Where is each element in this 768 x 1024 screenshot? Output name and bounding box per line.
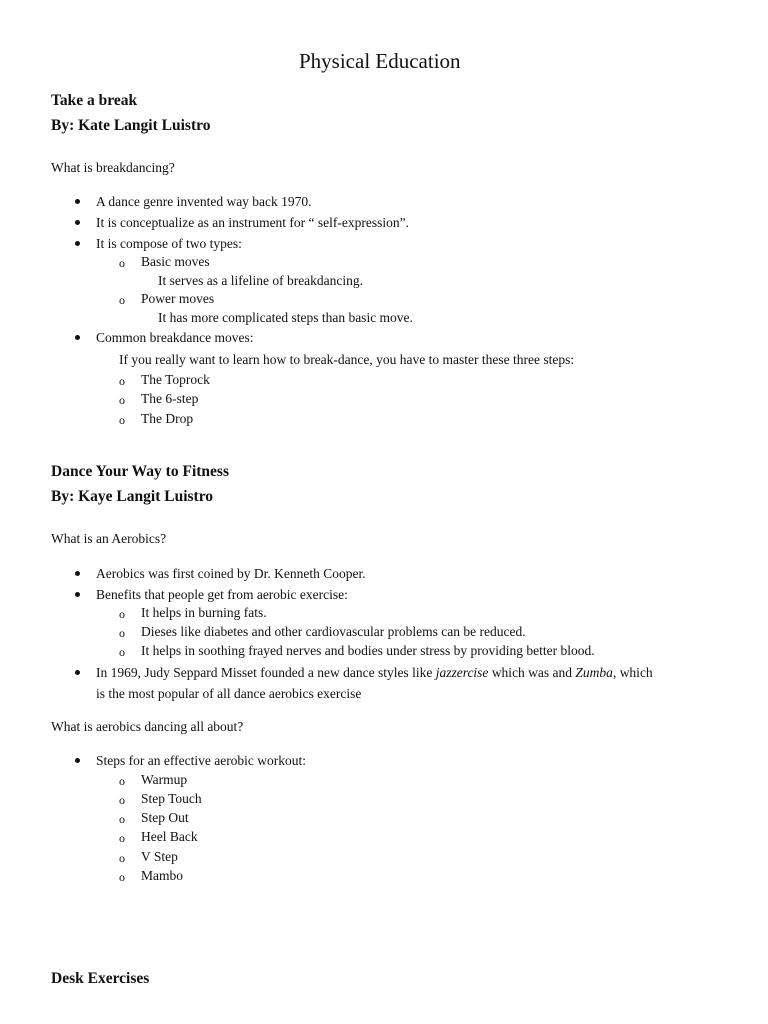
sub-list-item: The Drop xyxy=(141,411,194,426)
sub-list-item: Dieses like diabetes and other cardiovascular problems can be reduced. xyxy=(141,624,526,639)
question-breakdancing: What is breakdancing? xyxy=(51,160,175,175)
list-item-continuation: is the most popular of all dance aerobics exercise xyxy=(96,686,362,701)
sub-list-item: The 6-step xyxy=(141,391,199,406)
list-item-description: If you really want to learn how to break-dance, you have to master these three steps: xyxy=(119,352,575,367)
section-heading-dance-fitness: Dance Your Way to Fitness xyxy=(51,463,229,480)
page-title: Physical Education xyxy=(299,49,461,73)
sub-list-item: Warmup xyxy=(141,772,188,787)
bullet-icon xyxy=(75,592,80,597)
list-item xyxy=(96,664,653,682)
bullet-icon xyxy=(75,241,80,246)
circle-bullet-icon: o xyxy=(119,293,125,307)
emphasis-zumba: Zumba xyxy=(575,665,613,680)
sub-list-item: It helps in soothing frayed nerves and bodies under stress by providing better blood. xyxy=(141,643,595,658)
circle-bullet-icon: o xyxy=(119,626,125,640)
sub-list-item: Mambo xyxy=(141,868,183,883)
circle-bullet-icon: o xyxy=(119,393,125,407)
section-author-2: By: Kaye Langit Luistro xyxy=(51,488,214,505)
section-author-1: By: Kate Langit Luistro xyxy=(51,117,211,134)
circle-bullet-icon: o xyxy=(119,831,125,845)
sub-list-item: Power moves xyxy=(141,291,215,306)
section-heading-desk-exercises: Desk Exercises xyxy=(51,970,150,987)
circle-bullet-icon: o xyxy=(119,374,125,388)
circle-bullet-icon: o xyxy=(119,413,125,427)
bullet-icon xyxy=(75,758,80,763)
text-run: In 1969, Judy Seppard Misset founded a new dance styles like xyxy=(96,665,436,680)
circle-bullet-icon: o xyxy=(119,774,125,788)
sub-list-item: Basic moves xyxy=(141,254,210,269)
list-item: Common breakdance moves: xyxy=(96,330,254,345)
text-run: , which xyxy=(612,665,653,680)
sub-list-description: It serves as a lifeline of breakdancing. xyxy=(158,273,364,288)
sub-list-item: Heel Back xyxy=(141,829,198,844)
circle-bullet-icon: o xyxy=(119,812,125,826)
list-item: It is compose of two types: xyxy=(96,236,242,251)
bullet-icon xyxy=(75,571,80,576)
circle-bullet-icon: o xyxy=(119,870,125,884)
circle-bullet-icon: o xyxy=(119,256,125,270)
circle-bullet-icon: o xyxy=(119,645,125,659)
bullet-icon xyxy=(75,670,80,675)
list-item: Aerobics was first coined by Dr. Kenneth Cooper. xyxy=(96,566,366,581)
list-item: Benefits that people get from aerobic exercise: xyxy=(96,587,348,602)
circle-bullet-icon: o xyxy=(119,793,125,807)
bullet-icon xyxy=(75,199,80,204)
emphasis-jazzercise: jazzercise xyxy=(435,665,489,680)
list-item: A dance genre invented way back 1970. xyxy=(96,194,312,209)
question-aerobics-dancing: What is aerobics dancing all about? xyxy=(51,719,244,734)
sub-list-item: The Toprock xyxy=(141,372,210,387)
sub-list-item: Step Touch xyxy=(141,791,202,806)
sub-list-description: It has more complicated steps than basic move. xyxy=(158,310,413,325)
sub-list-item: V Step xyxy=(141,849,178,864)
bullet-icon xyxy=(75,335,80,340)
text-run: which was and xyxy=(488,665,576,680)
question-aerobics: What is an Aerobics? xyxy=(51,531,167,546)
sub-list-item: It helps in burning fats. xyxy=(141,605,267,620)
circle-bullet-icon: o xyxy=(119,607,125,621)
list-item: Steps for an effective aerobic workout: xyxy=(96,753,307,768)
bullet-icon xyxy=(75,220,80,225)
list-item: It is conceptualize as an instrument for “ self-expression”. xyxy=(96,215,410,230)
circle-bullet-icon: o xyxy=(119,851,125,865)
sub-list-item: Step Out xyxy=(141,810,189,825)
section-heading-take-a-break: Take a break xyxy=(51,92,138,109)
